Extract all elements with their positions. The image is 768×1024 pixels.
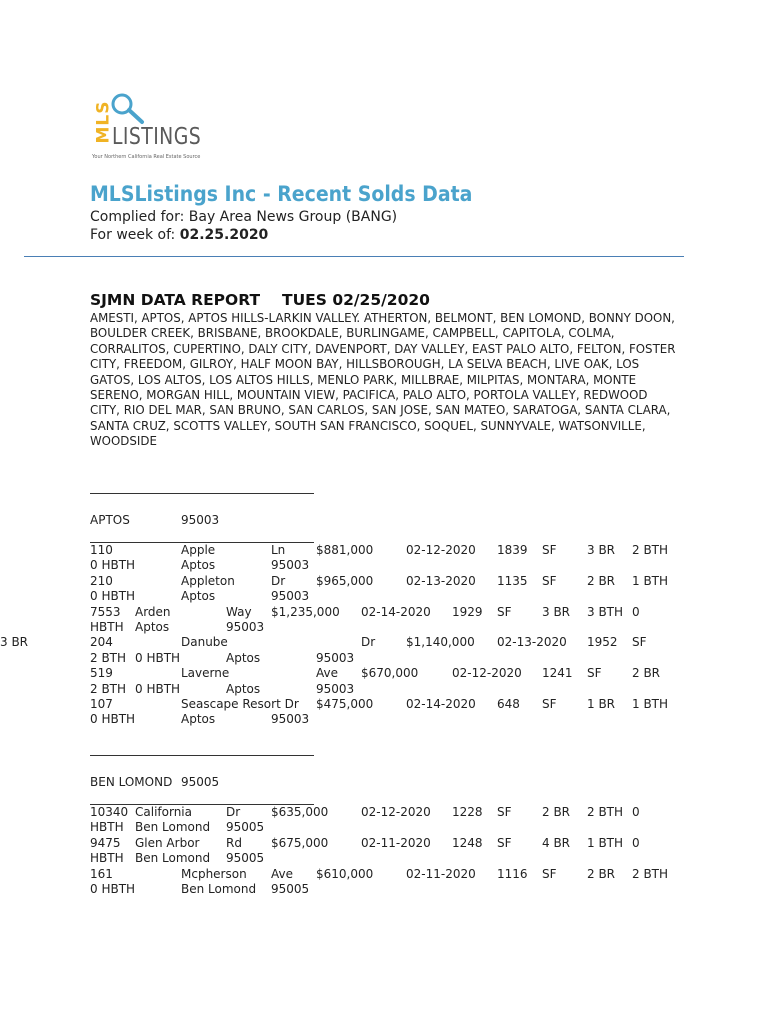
listing-cell: Ben Lomond [135, 820, 211, 835]
listing-cell: 1248 [452, 835, 483, 850]
listing-cell: 204 [90, 635, 113, 650]
section-divider [90, 493, 314, 494]
listing-cell: HBTH [90, 820, 124, 835]
listing-cell: 0 HBTH [90, 712, 136, 727]
listing-cell: 2 BTH [90, 681, 127, 696]
listing-cell: $1,140,000 [406, 635, 475, 650]
listing-cell: Way [226, 604, 252, 619]
listing-cell: SF [632, 635, 647, 650]
listing-cell: Dr [271, 573, 286, 588]
logo-mls-mark: MLS [93, 100, 113, 144]
listing-cell: 7553 [90, 604, 121, 619]
listing-cell: 3 BTH [587, 604, 624, 619]
listing-cell: $610,000 [316, 866, 374, 881]
listing-cell: Aptos [226, 681, 261, 696]
listing-cell: $1,235,000 [271, 604, 340, 619]
listing-cell: 1952 [587, 635, 618, 650]
listing-cell: 10340 [90, 805, 129, 819]
section-city: BEN LOMOND [90, 775, 173, 789]
week-of-value: 02.25.2020 [179, 227, 269, 243]
listing-cell: Mcpherson [181, 866, 247, 881]
page-title: MLSListings Inc - Recent Solds Data [90, 182, 473, 206]
listing-cell: $675,000 [271, 835, 329, 850]
listing-cell: 2 BTH [90, 650, 127, 665]
listing-cell: 95003 [271, 712, 310, 727]
listing-cell: 1228 [452, 805, 483, 819]
listing-cell: California [135, 805, 192, 819]
listing-cell: 210 [90, 573, 113, 588]
listing-cell: 02-14-2020 [361, 604, 431, 619]
listing-cell: $475,000 [316, 697, 374, 711]
listing-cell: 95005 [226, 820, 265, 835]
listing-cell: 02-12-2020 [406, 543, 476, 557]
logo-tagline: Your Northern California Real Estate Source [92, 154, 201, 160]
listing-cell: Apple [181, 543, 216, 557]
listing-cell: SF [587, 666, 602, 681]
listing-cell: 1 BTH [632, 573, 669, 588]
listing-cell: Ben Lomond [181, 882, 257, 896]
listing-cell: 02-12-2020 [452, 666, 522, 681]
listing-cell: SF [542, 866, 557, 881]
listing-cell: 0 HBTH [90, 882, 136, 896]
report-name: SJMN DATA REPORT [90, 291, 261, 309]
listing-cell: 2 BR [587, 573, 616, 588]
listing-cell: Appleton [181, 573, 235, 588]
report-date: TUES 02/25/2020 [282, 291, 430, 309]
listing-cell: 1839 [497, 543, 528, 557]
listing-cell: Aptos [135, 620, 170, 634]
listing-cell: 3 BR [542, 604, 571, 619]
listing-cell: SF [497, 604, 512, 619]
listing-cell: 110 [90, 543, 113, 557]
listing-cell: 2 BTH [632, 866, 669, 881]
mlslistings-logo [90, 92, 230, 164]
listing-cell: 1 BTH [587, 835, 624, 850]
listing-cell: Aptos [226, 650, 261, 665]
section-city: APTOS [90, 513, 130, 527]
listing-cell: 1241 [542, 666, 573, 681]
listing-cell: 161 [90, 866, 113, 881]
listing-cell: 95005 [271, 882, 310, 896]
listing-cell: $635,000 [271, 805, 329, 819]
listing-cell: 2 BTH [587, 805, 624, 819]
listing-cell: HBTH [90, 620, 124, 634]
week-of [90, 227, 268, 243]
listing-cell: SF [542, 543, 557, 557]
listing-cell: Ave [316, 666, 338, 681]
listing-cell: 95003 [271, 558, 310, 573]
listing-cell: Seascape Resort Dr [181, 697, 299, 711]
listing-cell: Aptos [181, 558, 216, 573]
listing-cell: 519 [90, 666, 113, 681]
week-of-label: For week of: [90, 227, 180, 243]
listing-cell: 1135 [497, 573, 528, 588]
listing-cell: 95003 [226, 620, 265, 634]
listing-cell: Arden [135, 604, 171, 619]
listing-cell: 1 BTH [632, 697, 669, 711]
listing-cell: 4 BR [542, 835, 571, 850]
section-divider [90, 755, 314, 756]
listing-cell: 02-12-2020 [361, 805, 431, 819]
listing-cell: 02-13-2020 [406, 573, 476, 588]
listing-cell: Dr [361, 635, 376, 650]
listing-cell: 0 HBTH [135, 650, 181, 665]
listing-cell: Laverne [181, 666, 230, 681]
listing-cell: Dr [226, 805, 241, 819]
listing-cell: 95005 [226, 851, 265, 866]
section-zip: 95005 [181, 775, 220, 789]
listing-cell: Ln [271, 543, 286, 557]
header-divider [24, 256, 684, 257]
listing-cell: $670,000 [361, 666, 419, 681]
listing-cell: 2 BR [542, 805, 571, 819]
listing-cell: 0 HBTH [135, 681, 181, 696]
listing-cell: 02-11-2020 [406, 866, 476, 881]
listing-cell: 0 [632, 604, 640, 619]
listing-cell: 9475 [90, 835, 121, 850]
listing-cell: 1 BR [587, 697, 616, 711]
listing-cell: 648 [497, 697, 520, 711]
listing-cell: 1116 [497, 866, 528, 881]
listing-cell: 1929 [452, 604, 483, 619]
listing-cell: 0 HBTH [90, 558, 136, 573]
listing-cell: 3 BR [0, 635, 29, 650]
listing-cell: 95003 [271, 589, 310, 604]
listing-cell: 95003 [316, 650, 355, 665]
listing-cell: Aptos [181, 712, 216, 727]
listing-cell: Ave [271, 866, 293, 881]
listing-cell: 2 BR [587, 866, 616, 881]
listing-cell: 107 [90, 697, 113, 711]
listing-cell: 3 BR [587, 543, 616, 557]
report-heading [90, 291, 430, 309]
listing-cell: Glen Arbor [135, 835, 200, 850]
listing-cell: $881,000 [316, 543, 374, 557]
compiled-for: Complied for: Bay Area News Group (BANG) [90, 209, 398, 225]
listing-cell: 0 HBTH [90, 589, 136, 604]
listing-cell: 02-14-2020 [406, 697, 476, 711]
listing-cell: Ben Lomond [135, 851, 211, 866]
listing-cell: Rd [226, 835, 242, 850]
listing-cell: Danube [181, 635, 228, 650]
listing-cell: 02-13-2020 [497, 635, 567, 650]
listing-cell: HBTH [90, 851, 124, 866]
listing-cell: 02-11-2020 [361, 835, 431, 850]
listing-cell: $965,000 [316, 573, 374, 588]
section-zip: 95003 [181, 513, 220, 527]
listing-cell: 2 BTH [632, 543, 669, 557]
listing-cell: SF [542, 573, 557, 588]
city-list: AMESTI, APTOS, APTOS HILLS-LARKIN VALLEY. ATHERTON, BELMONT, BEN LOMOND, BONNY DOON, BOULDER CREEK, BRISBANE, BROOKDALE, BURLINGAME, CAMPBELL, CAPITOLA, COLMA, CORRALITOS, CUPERTINO, DALY CITY, DAVENPORT, DAY VALLEY, EAST PALO ALTO, FELTON, FOSTER CITY, FREEDOM, GILROY, HALF MOON BAY, HILLSBOROUGH, LA SELVA BEACH, LIVE OAK, LOS GATOS, LOS ALTOS, LOS ALTOS HILLS, MENLO PARK, MILLBRAE, MILPITAS, MONTARA, MONTE SERENO, MORGAN HILL, MOUNTAIN VIEW, PACIFICA, PALO ALTO, PORTOLA VALLEY, REDWOOD CITY, RIO DEL MAR, SAN BRUNO, SAN CARLOS, SAN JOSE, SAN MATEO, SARATOGA, SANTA CLARA, SANTA CRUZ, SCOTTS VALLEY, SOUTH SAN FRANCISCO, SOQUEL, SUNNYVALE, WATSONVILLE, WOODSIDE [90, 311, 676, 449]
listing-cell: 0 [632, 835, 640, 850]
listing-cell: Aptos [181, 589, 216, 604]
listing-cell: SF [542, 697, 557, 711]
listing-cell: SF [497, 805, 512, 819]
magnifier-icon [108, 92, 148, 128]
logo-listings-text: LISTINGS [112, 124, 202, 150]
listing-cell: 95003 [316, 681, 355, 696]
listing-cell: 2 BR [632, 666, 661, 681]
listing-cell: 0 [632, 805, 640, 819]
listing-cell: SF [497, 835, 512, 850]
